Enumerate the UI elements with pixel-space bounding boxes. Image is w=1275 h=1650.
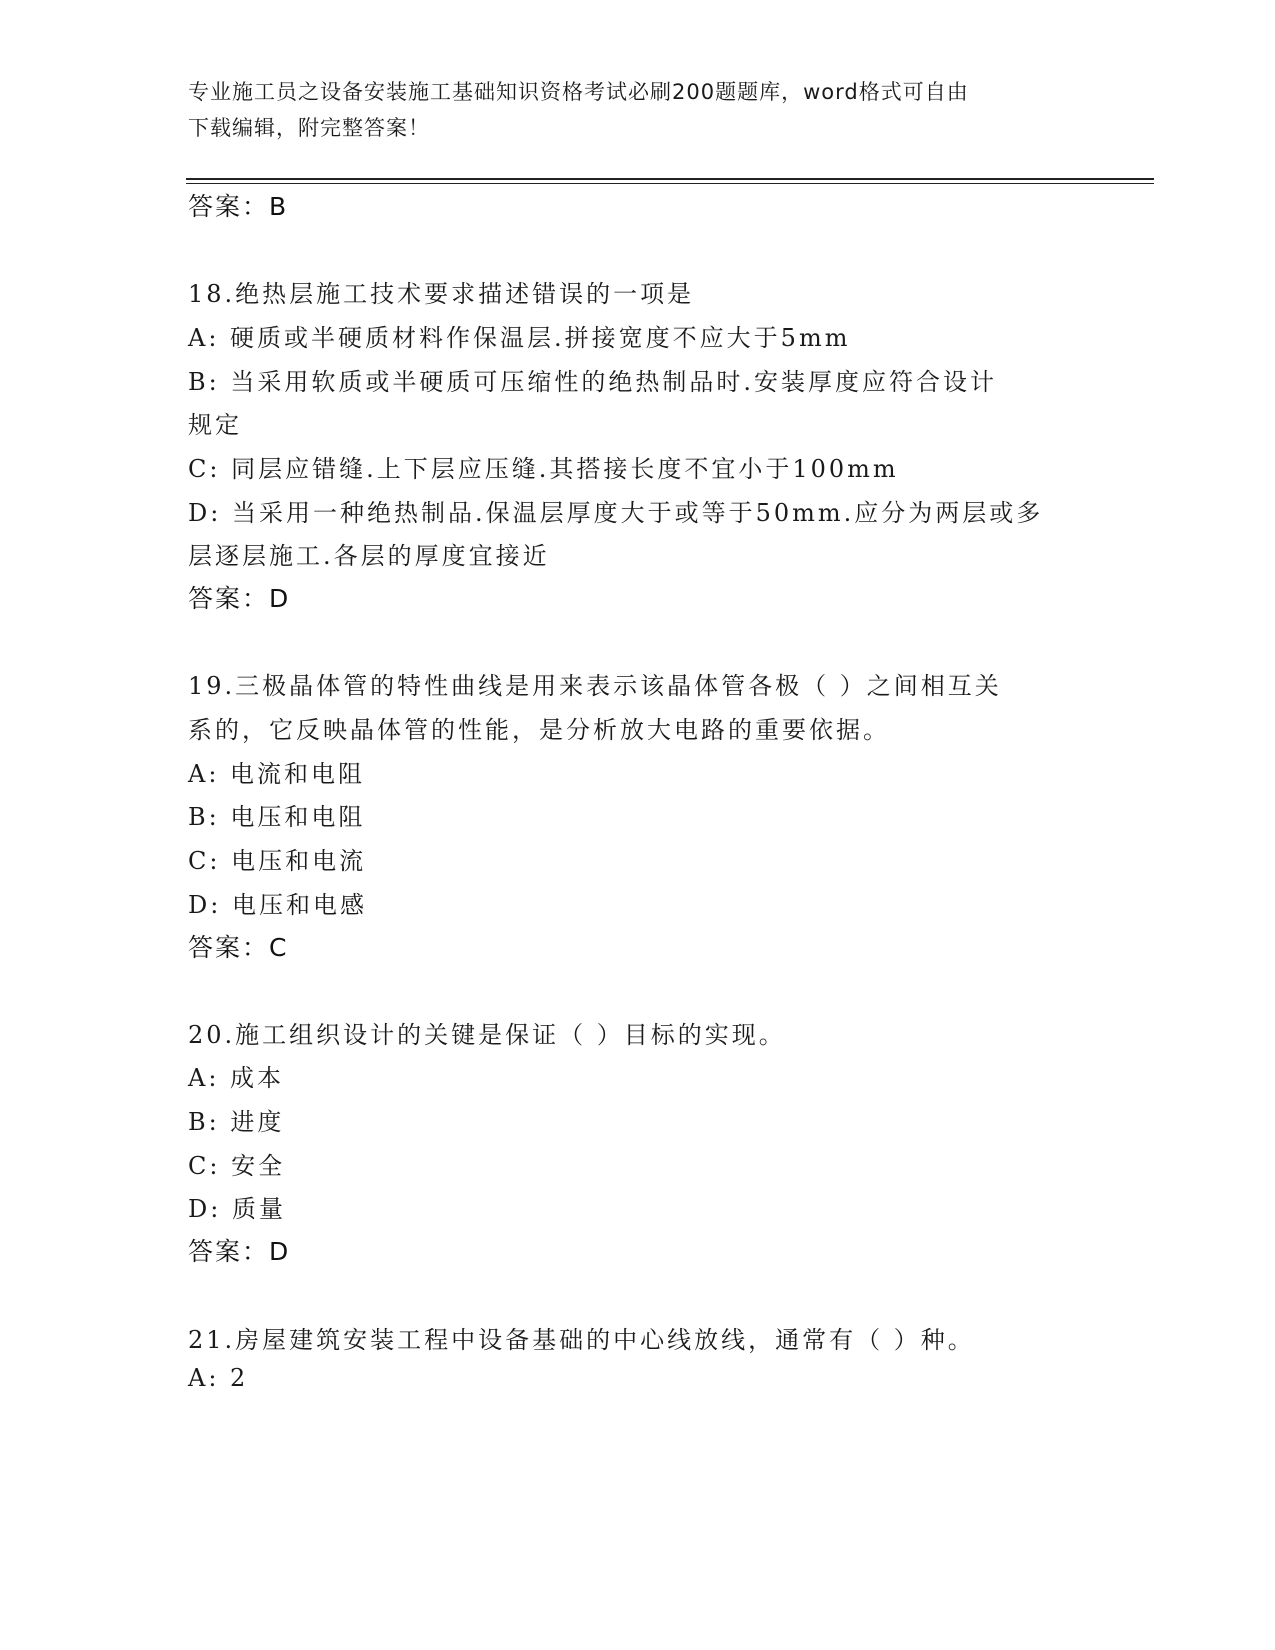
question-18-option-d: D: 当采用一种绝热制品.保温层厚度大于或等于50mm.应分为两层或多 (188, 499, 1044, 527)
answer-q20: 答案：D (188, 1237, 291, 1266)
question-19-option-a: A: 电流和电阻 (188, 760, 366, 788)
question-19-option-b: B: 电压和电阻 (188, 803, 366, 831)
answer-q19: 答案：C (188, 933, 289, 962)
question-18-option-b-cont: 规定 (188, 411, 242, 439)
question-21-option-a: A: 2 (188, 1364, 249, 1392)
header-rule-thin (186, 183, 1154, 184)
header-line-2: 下载编辑，附完整答案！ (188, 116, 430, 140)
question-18-option-c: C: 同层应错缝.上下层应压缝.其搭接长度不宜小于100mm (188, 455, 899, 483)
question-20-option-c: C: 安全 (188, 1152, 286, 1180)
answer-q17: 答案：B (188, 192, 289, 221)
question-20-option-a: A: 成本 (188, 1064, 285, 1092)
question-19-option-c: C: 电压和电流 (188, 847, 367, 875)
question-19-stem-cont: 系的，它反映晶体管的性能，是分析放大电路的重要依据。 (188, 716, 890, 744)
question-20-option-d: D: 质量 (188, 1195, 286, 1223)
header-rule (186, 178, 1154, 180)
question-18-option-d-cont: 层逐层施工.各层的厚度宜接近 (188, 542, 550, 570)
question-18-option-b: B: 当采用软质或半硬质可压缩性的绝热制品时.安装厚度应符合设计 (188, 368, 997, 396)
question-20-option-b: B: 进度 (188, 1108, 285, 1136)
question-18-option-a: A: 硬质或半硬质材料作保温层.拼接宽度不应大于5mm (188, 324, 851, 352)
question-19-option-d: D: 电压和电感 (188, 891, 367, 919)
header-line-1: 专业施工员之设备安装施工基础知识资格考试必刷200题题库，word格式可自由 (188, 80, 969, 104)
document-header (188, 74, 1088, 146)
question-19-stem: 19.三极晶体管的特性曲线是用来表示该晶体管各极（ ）之间相互关 (188, 672, 1002, 700)
answer-q18: 答案：D (188, 584, 291, 613)
question-20-stem: 20.施工组织设计的关键是保证（ ）目标的实现。 (188, 1021, 786, 1049)
question-18-stem: 18.绝热层施工技术要求描述错误的一项是 (188, 280, 695, 308)
question-21-stem: 21.房屋建筑安装工程中设备基础的中心线放线，通常有（ ）种。 (188, 1326, 975, 1354)
